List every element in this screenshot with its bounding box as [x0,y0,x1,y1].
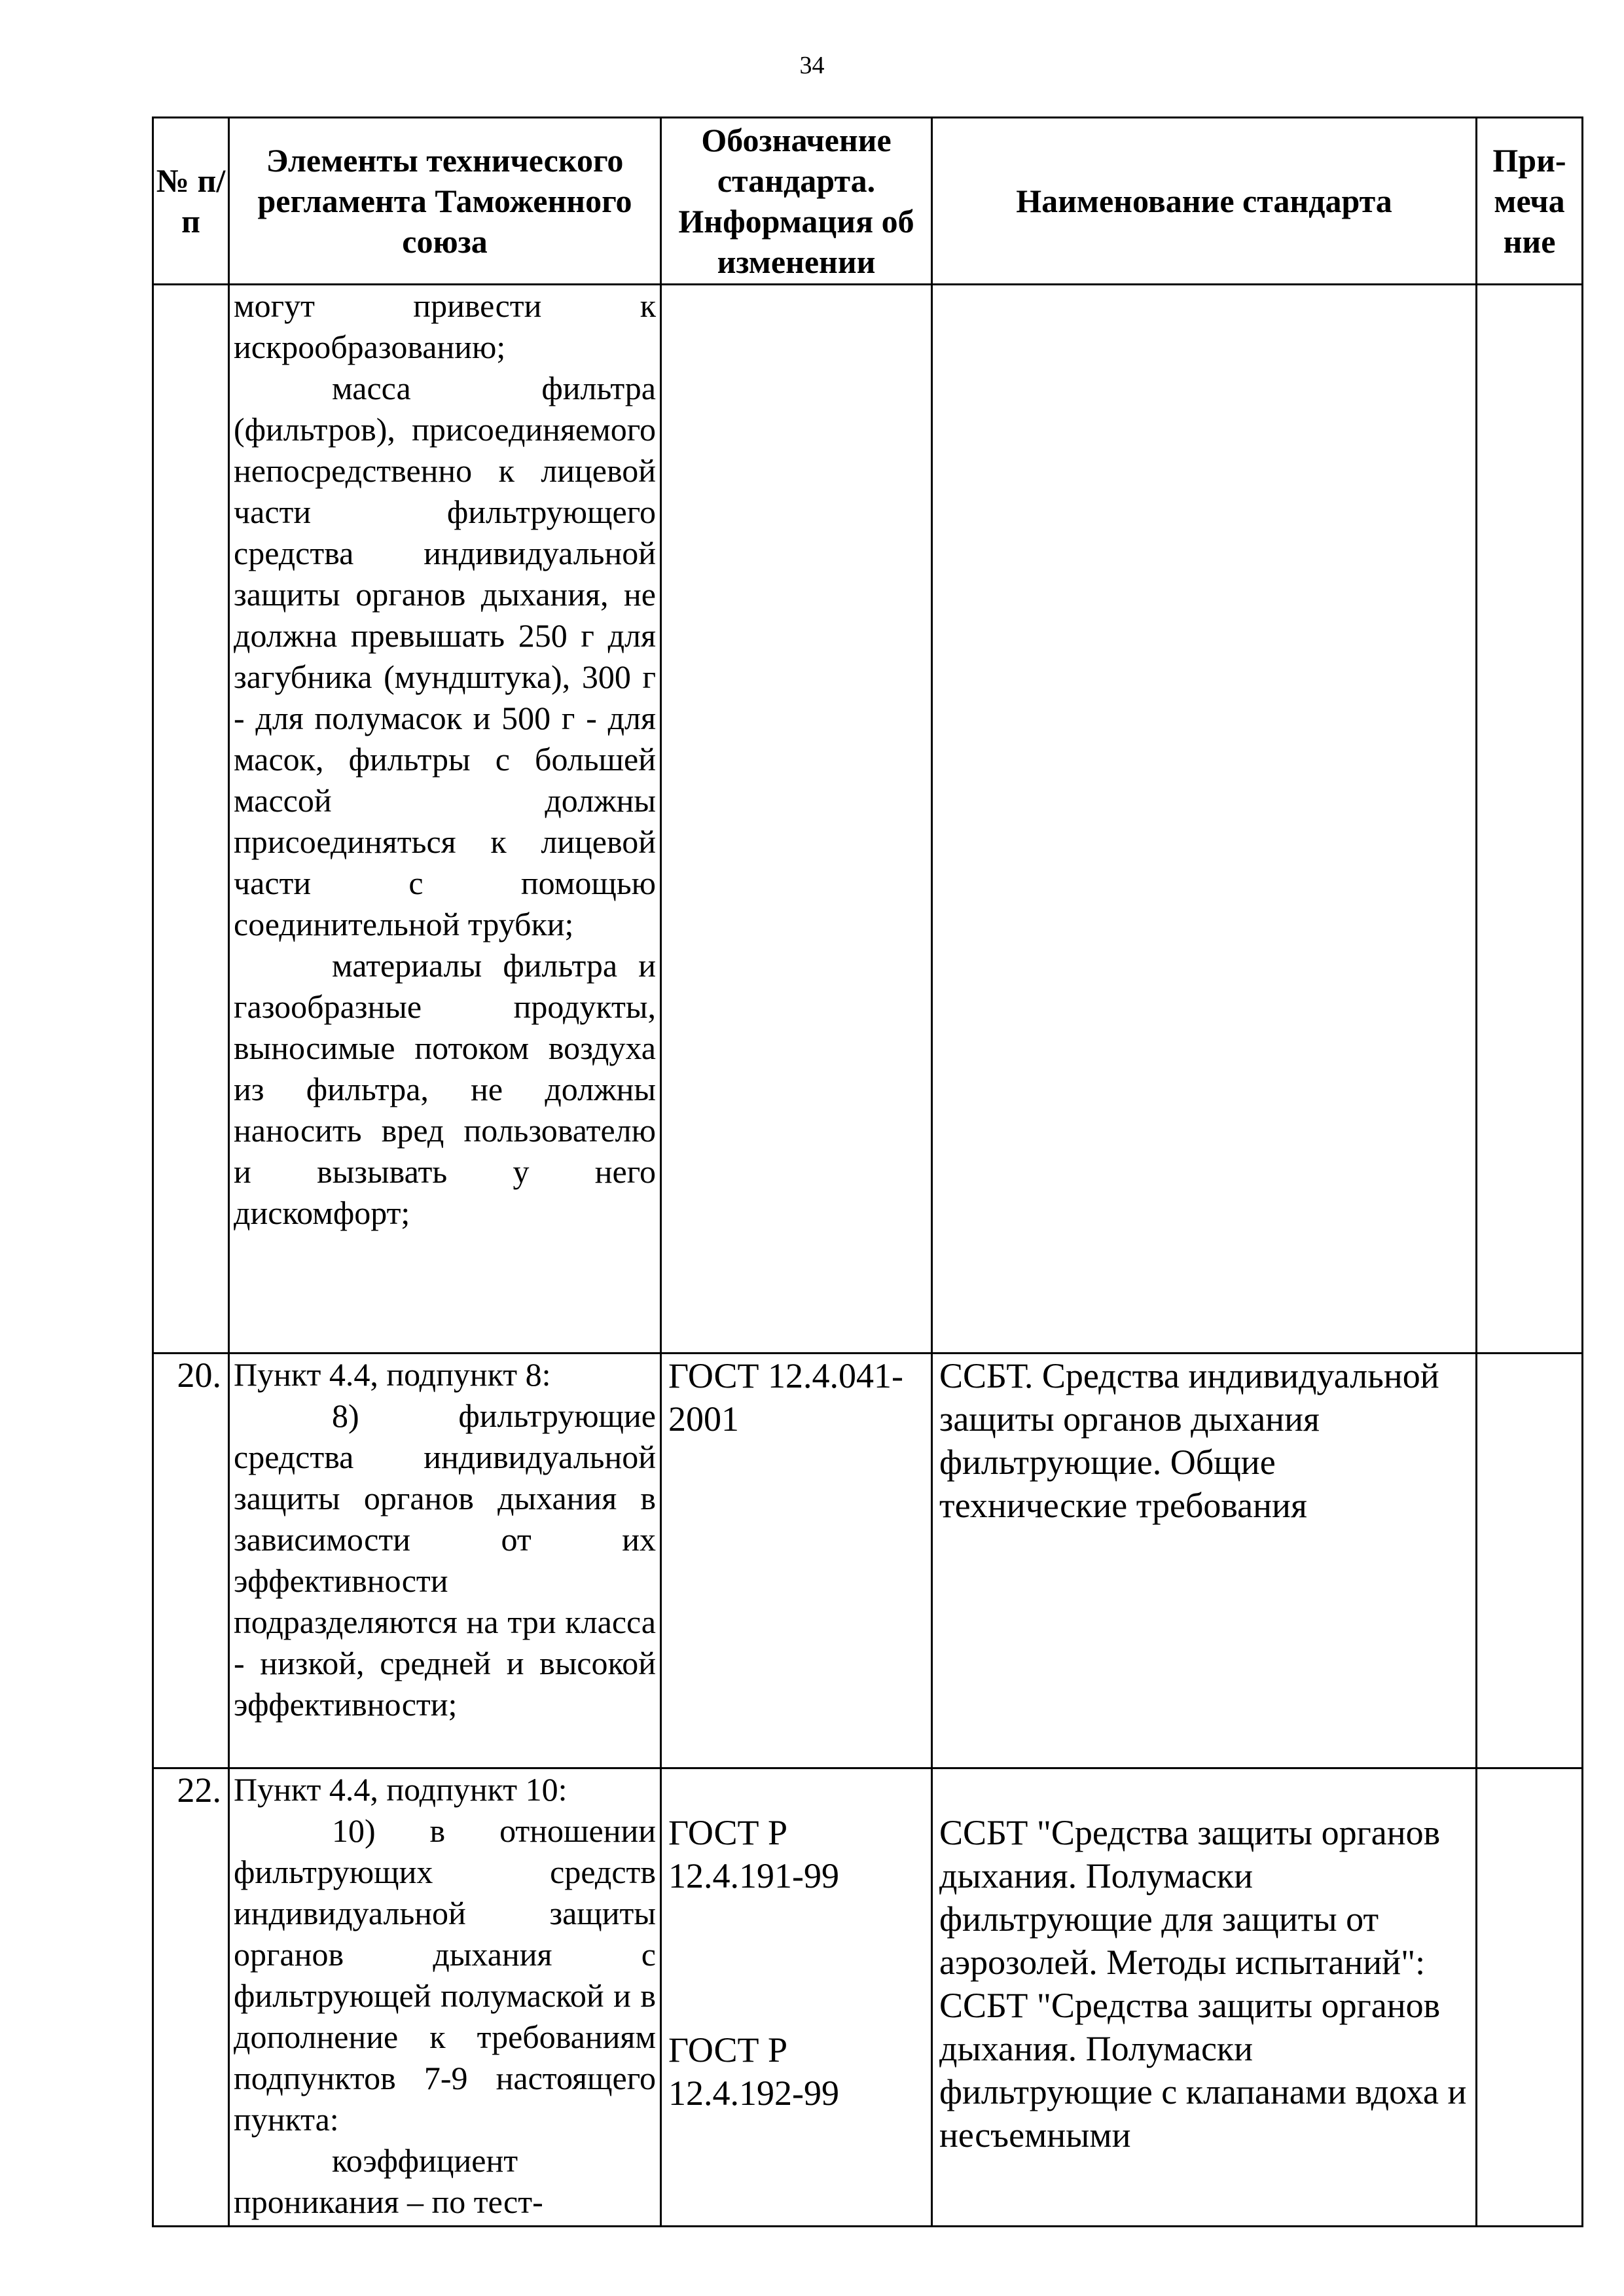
standard-name: ССБТ "Средства защиты органов дыхания. Полумаски фильтрующие с клапанами вдоха и несъемными [939,1986,1467,2155]
requirement-paragraph: масса фильтра (фильтров), присоединяемого непосредственно к лицевой части фильтрующего средства индивидуальной защиты органов дыхания, не должна превышать 250 г для загубника (мундштука), 300 г - для полумасок и 500 г - для масок, фильтры с большей массой должны присоединяться к лицевой части с помощью соединительной трубки; [234,370,656,942]
requirement-paragraph: коэффициент проникания – по тест- [234,2142,543,2220]
requirement-paragraph: 10) в отношении фильтрующих средств индивидуальной защиты органов дыхания с фильтрующей полумаской и в дополнение к требованиям подпунктов 7-9 настоящего пункта: [234,1812,656,2138]
row-code [661,285,932,1354]
table-row [153,1354,1583,1768]
row-requirement [229,285,661,1354]
row-note [1477,1768,1583,2227]
header-num: № п/п [153,118,229,285]
row-code [661,1768,932,2227]
header-note: При- меча ние [1477,118,1583,285]
standard-code: ГОСТ Р 12.4.192-99 [668,2030,839,2113]
row-name [932,285,1477,1354]
page-number: 34 [799,52,825,79]
row-requirement [229,1768,661,2227]
row-note [1477,285,1583,1354]
row-requirement [229,1354,661,1768]
table-row [153,1768,1583,2227]
standard-name: ССБТ "Средства защиты органов дыхания. Полумаски фильтрующие для защиты от аэрозолей. Методы испытаний": [939,1813,1441,1982]
row-num: 22. [153,1768,229,2227]
table-row [153,285,1583,1354]
requirement-paragraph: Пункт 4.4, подпункт 10: [234,1771,568,1808]
header-elements: Элементы технического регламента Таможенного союза [229,118,661,285]
row-name: ССБТ. Средства индивидуальной защиты органов дыхания фильтрующие. Общие технические требования [932,1354,1477,1768]
header-designation: Обозначение стандарта. Информация об изменении [661,118,932,285]
row-note [1477,1354,1583,1768]
row-code: ГОСТ 12.4.041-2001 [661,1354,932,1768]
requirement-paragraph: могут привести к искрообразованию; [234,287,656,365]
row-num [153,285,229,1354]
header-name: Наименование стандарта [932,118,1477,285]
table-header-row [153,118,1583,285]
requirement-paragraph: 8) фильтрующие средства индивидуальной защиты органов дыхания в зависимости от их эффективности подразделяются на три класса - низкой, средней и высокой эффективности; [234,1397,656,1723]
row-num: 20. [153,1354,229,1768]
standards-table [152,117,1583,2227]
requirement-paragraph: Пункт 4.4, подпункт 8: [234,1356,551,1393]
requirement-paragraph: материалы фильтра и газообразные продукты, выносимые потоком воздуха из фильтра, не должны наносить вред пользователю и вызывать у него дискомфорт; [234,947,656,1231]
standard-code: ГОСТ Р 12.4.191-99 [668,1813,839,1895]
row-name [932,1768,1477,2227]
